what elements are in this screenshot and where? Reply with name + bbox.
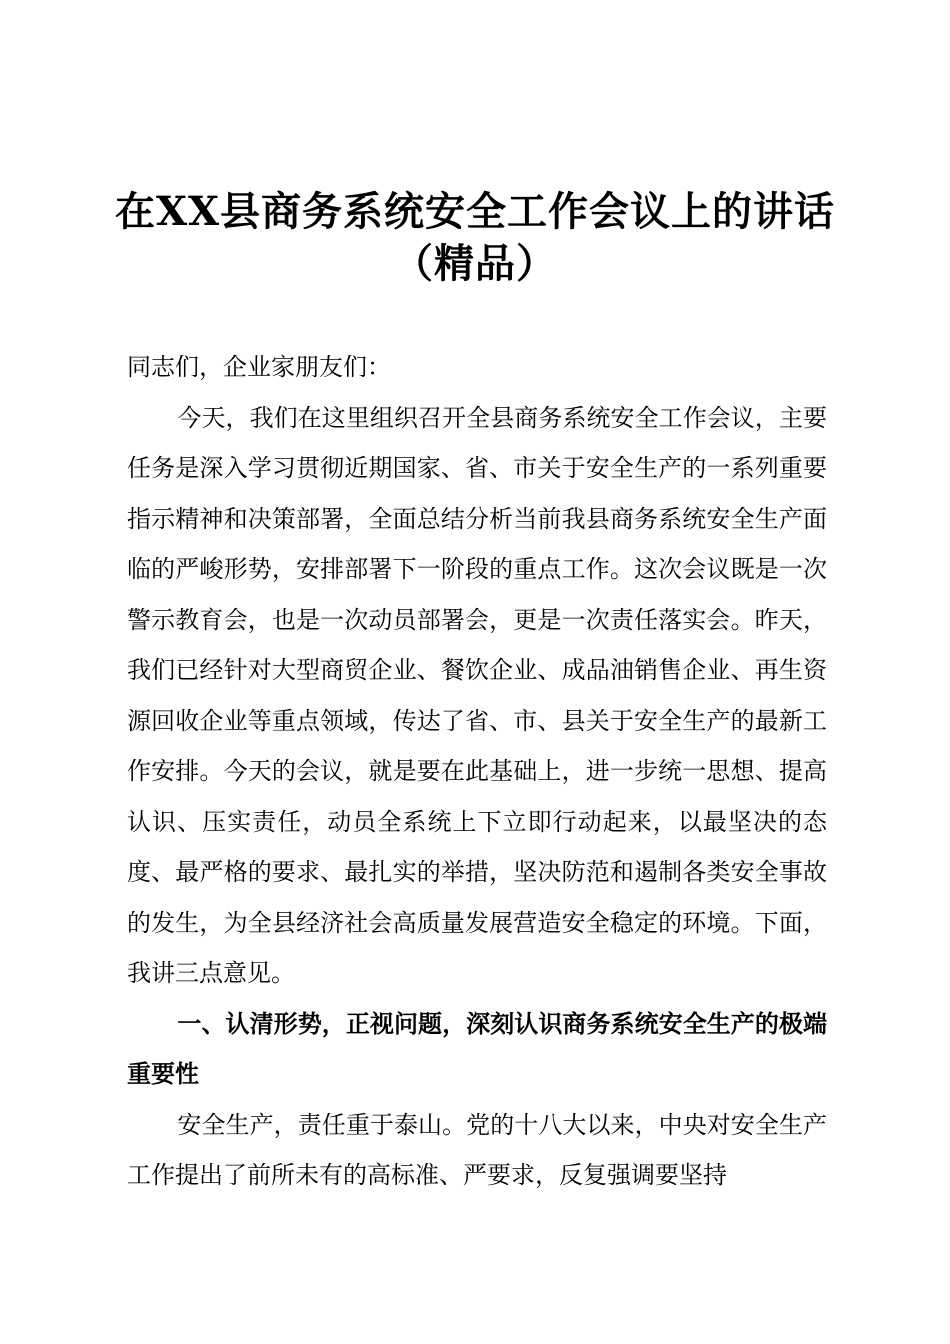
section-paragraph: 安全生产，责任重于泰山。党的十八大以来，中央对安全生产工作提出了前所未有的高标准、严要求，反复强调要坚持	[127, 1110, 827, 1189]
document-body	[127, 342, 827, 1201]
salutation: 同志们，企业家朋友们：	[127, 353, 391, 381]
document-title: 在XX县商务系统安全工作会议上的讲话（精品）	[114, 188, 836, 287]
section-heading: 一、认清形势，正视问题，深刻认识商务系统安全生产的极端重要性	[127, 1009, 827, 1088]
intro-paragraph: 今天，我们在这里组织召开全县商务系统安全工作会议，主要任务是深入学习贯彻近期国家、省、市关于安全生产的一系列重要指示精神和决策部署，全面总结分析当前我县商务系统安全生产面临的严峻形势，安排部署下一阶段的重点工作。这次会议既是一次警示教育会，也是一次动员部署会，更是一次责任落实会。昨天，我们已经针对大型商贸企业、餐饮企业、成品油销售企业、再生资源回收企业等重点领域，传达了省、市、县关于安全生产的最新工作安排。今天的会议，就是要在此基础上，进一步统一思想、提高认识、压实责任，动员全系统上下立即行动起来，以最坚决的态度、最严格的要求、最扎实的举措，坚决防范和遏制各类安全事故的发生，为全县经济社会高质量发展营造安全稳定的环境。下面，我讲三点意见。	[127, 403, 827, 987]
